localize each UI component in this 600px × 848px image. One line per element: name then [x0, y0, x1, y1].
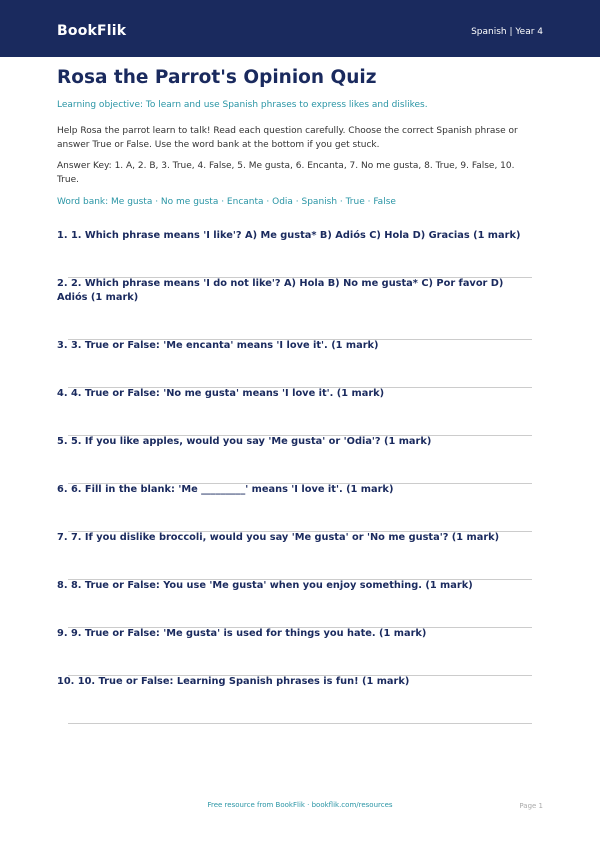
brand-logo[interactable]: BookFlik	[57, 23, 127, 39]
question-9: 9. 9. True or False: 'Me gusta' is used for things you hate. (1 mark)	[57, 628, 427, 639]
question-6: 6. 6. Fill in the blank: 'Me _________' means 'I love it'. (1 mark)	[57, 484, 394, 495]
header-bar	[0, 0, 600, 57]
subject-year-label: Spanish | Year 4	[471, 27, 543, 37]
question-2: 2. 2. Which phrase means 'I do not like'? A) Hola B) No me gusta* C) Por favor D) Adiós (1 mark)	[57, 278, 504, 303]
answer-line-10	[68, 723, 532, 724]
word-bank: Word bank: Me gusta · No me gusta · Encanta · Odia · Spanish · True · False	[57, 197, 396, 207]
question-1: 1. 1. Which phrase means 'I like'? A) Me gusta* B) Adiós C) Hola D) Gracias (1 mark)	[57, 230, 521, 241]
question-5: 5. 5. If you like apples, would you say 'Me gusta' or 'Odia'? (1 mark)	[57, 436, 432, 447]
question-7: 7. 7. If you dislike broccoli, would you say 'Me gusta' or 'No me gusta'? (1 mark)	[57, 532, 500, 543]
question-8: 8. 8. True or False: You use 'Me gusta' when you enjoy something. (1 mark)	[57, 580, 473, 591]
question-10: 10. 10. True or False: Learning Spanish phrases is fun! (1 mark)	[57, 676, 410, 687]
footer-resource-link[interactable]: Free resource from BookFlik · bookflik.com/resources	[207, 801, 393, 809]
question-3: 3. 3. True or False: 'Me encanta' means 'I love it'. (1 mark)	[57, 340, 379, 351]
question-4: 4. 4. True or False: 'No me gusta' means 'I love it'. (1 mark)	[57, 388, 385, 399]
answer-key: Answer Key: 1. A, 2. B, 3. True, 4. False, 5. Me gusta, 6. Encanta, 7. No me gusta, 8. True, 9. False, 10. True.	[57, 161, 515, 185]
instructions: Help Rosa the parrot learn to talk! Read each question carefully. Choose the correct Spanish phrase or answer True or False. Use the word bank at the bottom if you get stuck.	[57, 126, 518, 150]
page-title: Rosa the Parrot's Opinion Quiz	[57, 67, 377, 88]
page-number: Page 1	[519, 802, 543, 810]
learning-objective: Learning objective: To learn and use Spanish phrases to express likes and dislikes.	[57, 100, 428, 110]
